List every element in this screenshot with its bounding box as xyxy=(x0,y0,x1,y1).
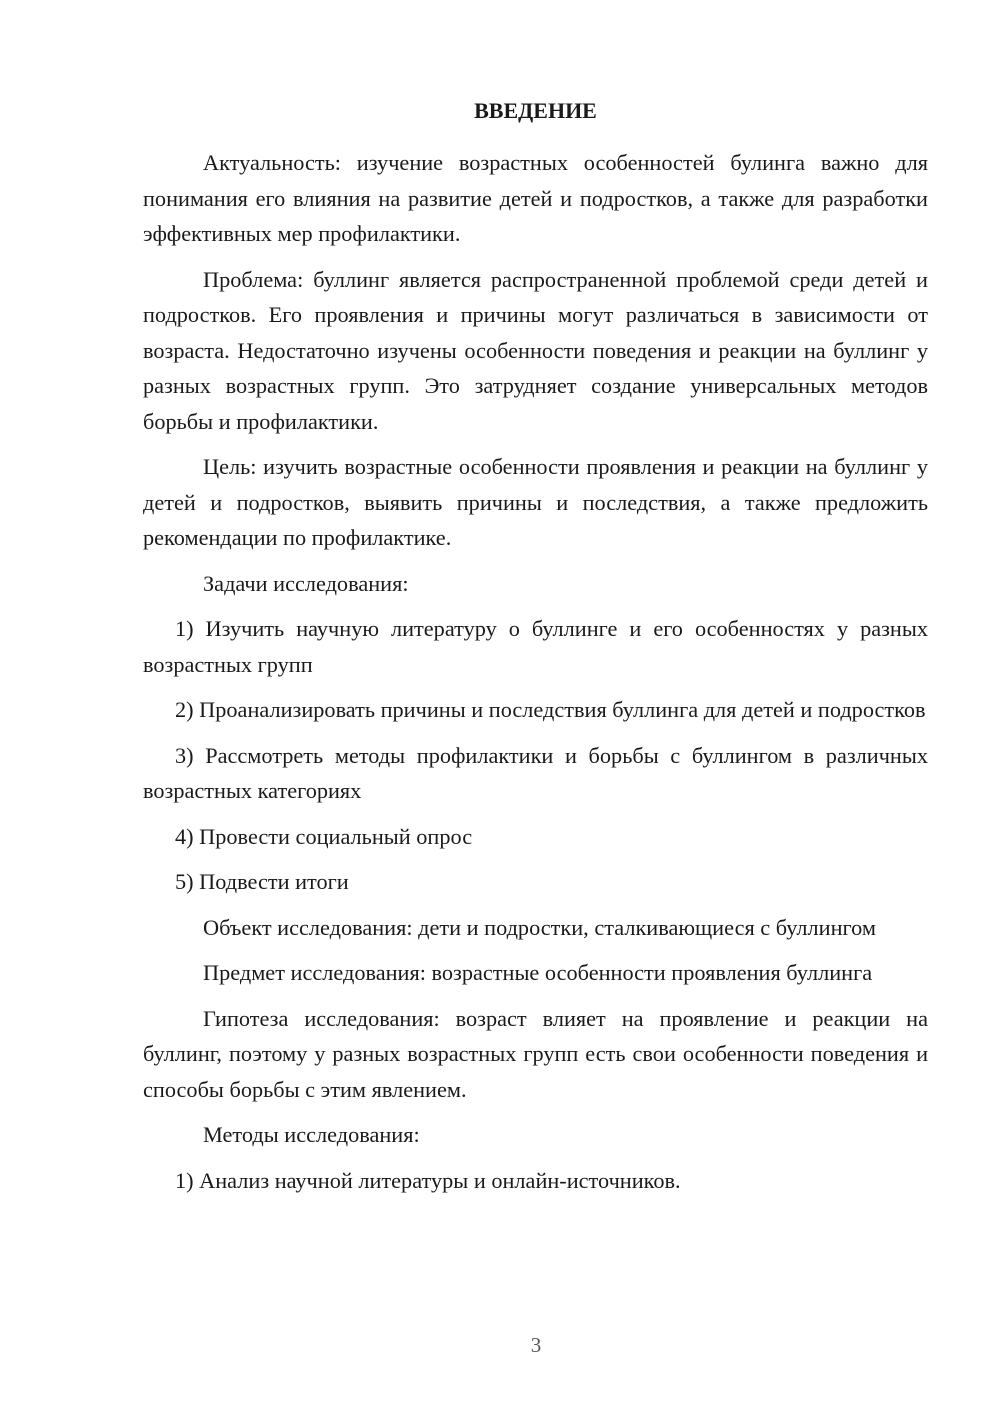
methods-heading: Методы исследования: xyxy=(203,1122,420,1147)
task-item-3: 3) Рассмотреть методы профилактики и борьбы с буллингом в различных возрастных категориях xyxy=(143,742,928,803)
task-item-1: 1) Изучить научную литературу о буллинге и его особенностях у разных возрастных групп xyxy=(143,616,928,677)
problem-paragraph: Проблема: буллинг является распространенной проблемой среди детей и подростков. Его проявления и причины могут различаться в зависимости от возраста. Недостаточно изучены особенности поведения и реакции на буллинг у разных возрастных групп. Это затрудняет создание универсальных методов борьбы и профилактики. xyxy=(143,266,928,434)
page-number: 3 xyxy=(530,1333,542,1357)
task-item-5: 5) Подвести итоги xyxy=(175,869,349,894)
method-item-1: 1) Анализ научной литературы и онлайн-источников. xyxy=(175,1167,681,1193)
relevance-paragraph: Актуальность: изучение возрастных особенностей булинга важно для понимания его влияния на развитие детей и подростков, а также для разработки эффективных мер профилактики. xyxy=(143,150,928,246)
hypothesis-paragraph: Гипотеза исследования: возраст влияет на проявление и реакции на буллинг, поэтому у разных возрастных групп есть свои особенности поведения и способы борьбы с этим явлением. xyxy=(143,1005,928,1102)
task-item-4: 4) Провести социальный опрос xyxy=(175,823,473,849)
tasks-heading: Задачи исследования: xyxy=(203,570,409,596)
object-paragraph: Объект исследования: дети и подростки, сталкивающиеся с буллингом xyxy=(203,914,876,940)
goal-paragraph: Цель: изучить возрастные особенности проявления и реакции на буллинг у детей и подростков, выявить причины и последствия, а также предложить рекомендации по профилактике. xyxy=(143,454,928,550)
document-page xyxy=(143,96,928,1208)
section-title: ВВЕДЕНИЕ xyxy=(474,98,597,123)
subject-paragraph: Предмет исследования: возрастные особенности проявления буллинга xyxy=(203,960,873,985)
task-item-2: 2) Проанализировать причины и последствия буллинга для детей и подростков xyxy=(175,697,926,722)
